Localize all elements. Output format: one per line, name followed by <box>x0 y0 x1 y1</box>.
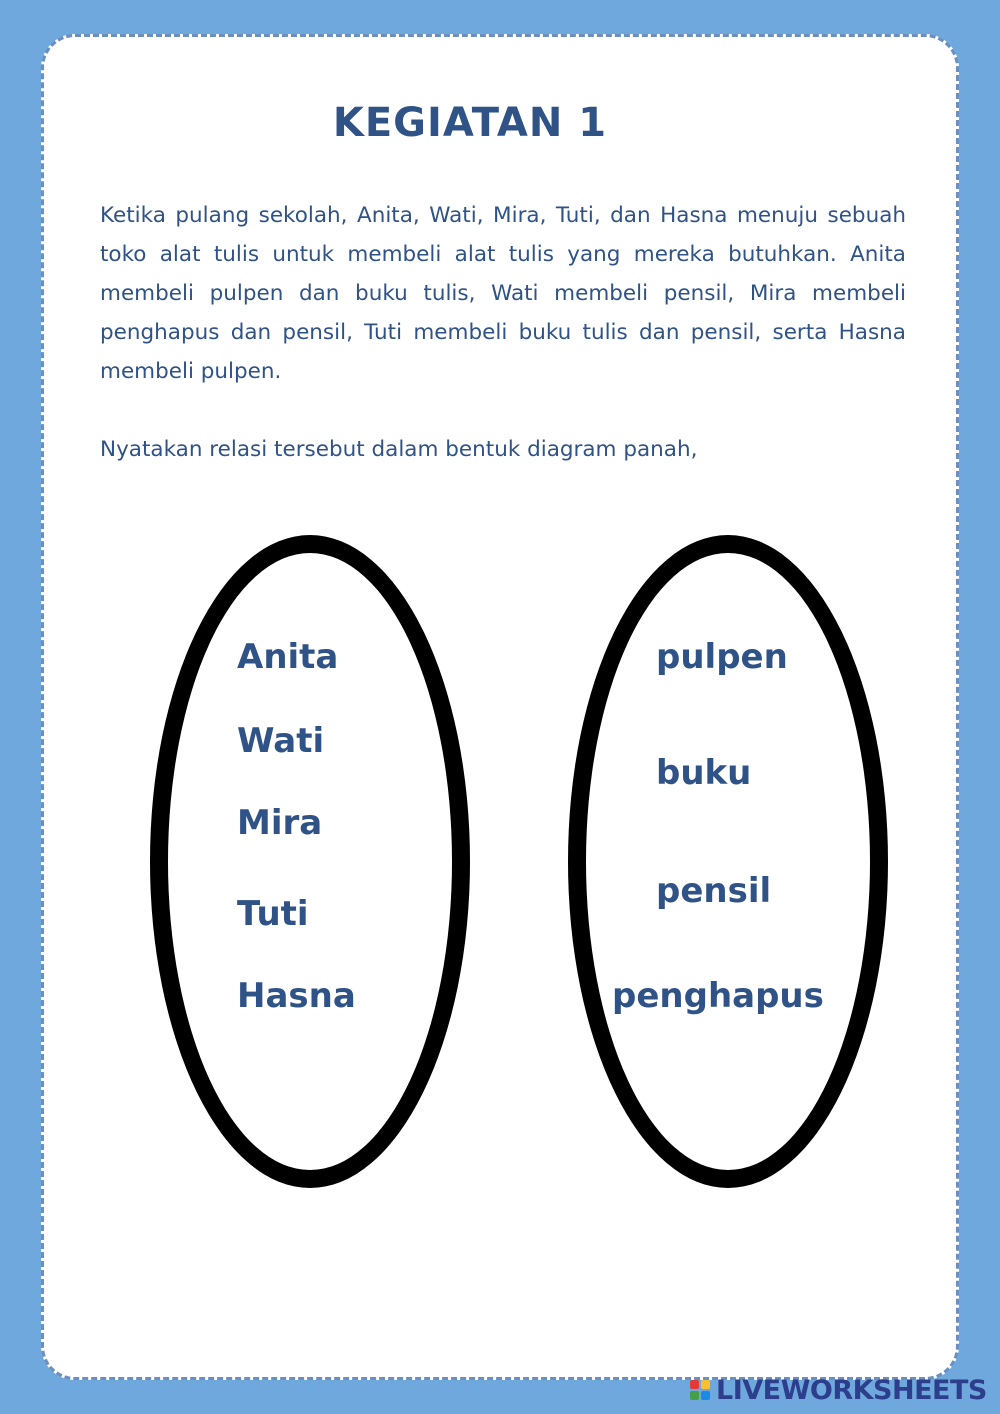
domain-oval <box>150 535 470 1188</box>
liveworksheets-watermark <box>690 1374 987 1406</box>
codomain-item-pensil[interactable]: pensil <box>656 871 772 911</box>
domain-item-hasna[interactable]: Hasna <box>237 976 356 1016</box>
domain-item-mira[interactable]: Mira <box>237 803 323 843</box>
page-title: KEGIATAN 1 <box>332 100 608 146</box>
domain-item-tuti[interactable]: Tuti <box>237 894 309 934</box>
codomain-item-buku[interactable]: buku <box>656 753 752 793</box>
liveworksheets-logo-icon <box>690 1380 710 1400</box>
watermark-text: LIVEWORKSHEETS <box>716 1374 987 1406</box>
story-paragraph: Ketika pulang sekolah, Anita, Wati, Mira, Tuti, dan Hasna menuju sebuah toko alat tulis untuk membeli alat tulis yang mereka butuhkan. Anita membeli pulpen dan buku tulis, Wati membeli pensil, Mira membeli penghapus dan pensil, Tuti membeli buku tulis dan pensil, serta Hasna membeli pulpen. <box>100 203 906 384</box>
domain-item-wati[interactable]: Wati <box>237 721 325 761</box>
domain-item-anita[interactable]: Anita <box>237 637 339 677</box>
codomain-item-penghapus[interactable]: penghapus <box>612 976 824 1016</box>
instruction-text: Nyatakan relasi tersebut dalam bentuk diagram panah, <box>100 437 698 462</box>
codomain-item-pulpen[interactable]: pulpen <box>656 637 788 677</box>
codomain-oval <box>568 535 888 1188</box>
